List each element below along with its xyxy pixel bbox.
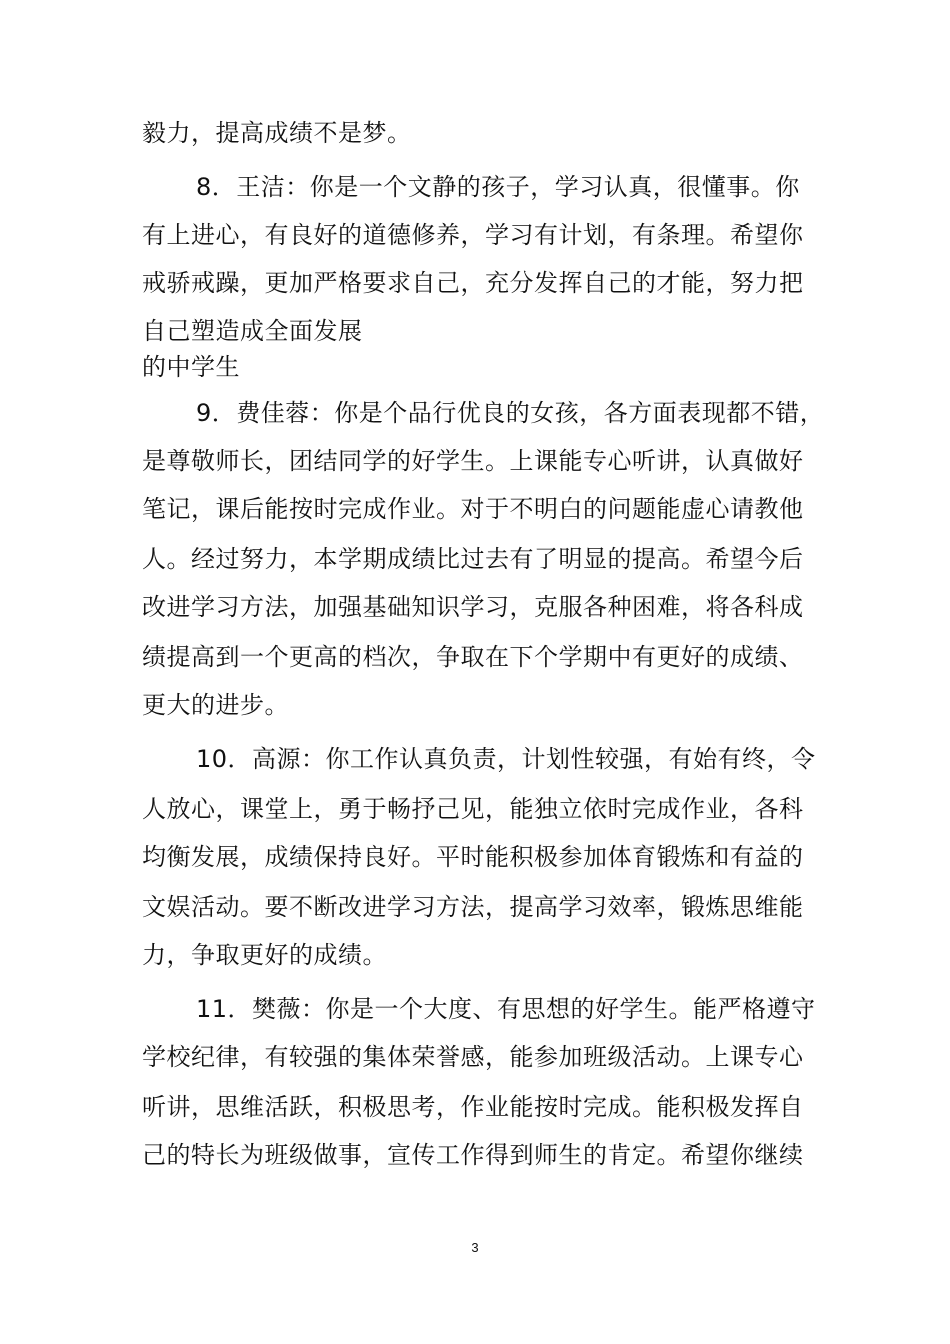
text-line: 均衡发展，成绩保持良好。平时能积极参加体育锻炼和有益的 — [142, 843, 804, 871]
text-line: 9．费佳蓉：你是个品行优良的女孩，各方面表现都不错， — [196, 399, 825, 427]
text-line: 自己塑造成全面发展 — [142, 317, 363, 345]
text-line: 8．王洁：你是一个文静的孩子，学习认真，很懂事。你 — [196, 173, 800, 201]
text-line: 人。经过努力，本学期成绩比过去有了明显的提高。希望今后 — [142, 545, 804, 573]
text-line: 改进学习方法，加强基础知识学习，克服各种困难，将各科成 — [142, 593, 804, 621]
text-line: 学校纪律，有较强的集体荣誉感，能参加班级活动。上课专心 — [142, 1043, 804, 1071]
text-line: 的中学生 — [142, 353, 240, 381]
text-line: 10．高源：你工作认真负责，计划性较强，有始有终，令 — [196, 745, 816, 773]
text-line: 文娱活动。要不断改进学习方法，提高学习效率，锻炼思维能 — [142, 893, 804, 921]
text-line: 戒骄戒躁，更加严格要求自己，充分发挥自己的才能，努力把 — [142, 269, 804, 297]
text-line: 力，争取更好的成绩。 — [142, 941, 387, 969]
text-line: 毅力，提高成绩不是梦。 — [142, 119, 412, 147]
text-line: 是尊敬师长，团结同学的好学生。上课能专心听讲，认真做好 — [142, 447, 804, 475]
text-line: 有上进心，有良好的道德修养，学习有计划，有条理。希望你 — [142, 221, 804, 249]
text-line: 笔记，课后能按时完成作业。对于不明白的问题能虚心请教他 — [142, 495, 804, 523]
text-line: 绩提高到一个更高的档次，争取在下个学期中有更好的成绩、 — [142, 643, 804, 671]
text-line: 11．樊薇：你是一个大度、有思想的好学生。能严格遵守 — [196, 995, 816, 1023]
text-line: 己的特长为班级做事，宣传工作得到师生的肯定。希望你继续 — [142, 1141, 804, 1169]
text-line: 人放心，课堂上，勇于畅抒己见，能独立依时完成作业，各科 — [142, 795, 804, 823]
page-number: 3 — [471, 1240, 479, 1255]
text-line: 更大的进步。 — [142, 691, 289, 719]
text-line: 听讲，思维活跃，积极思考，作业能按时完成。能积极发挥自 — [142, 1093, 804, 1121]
